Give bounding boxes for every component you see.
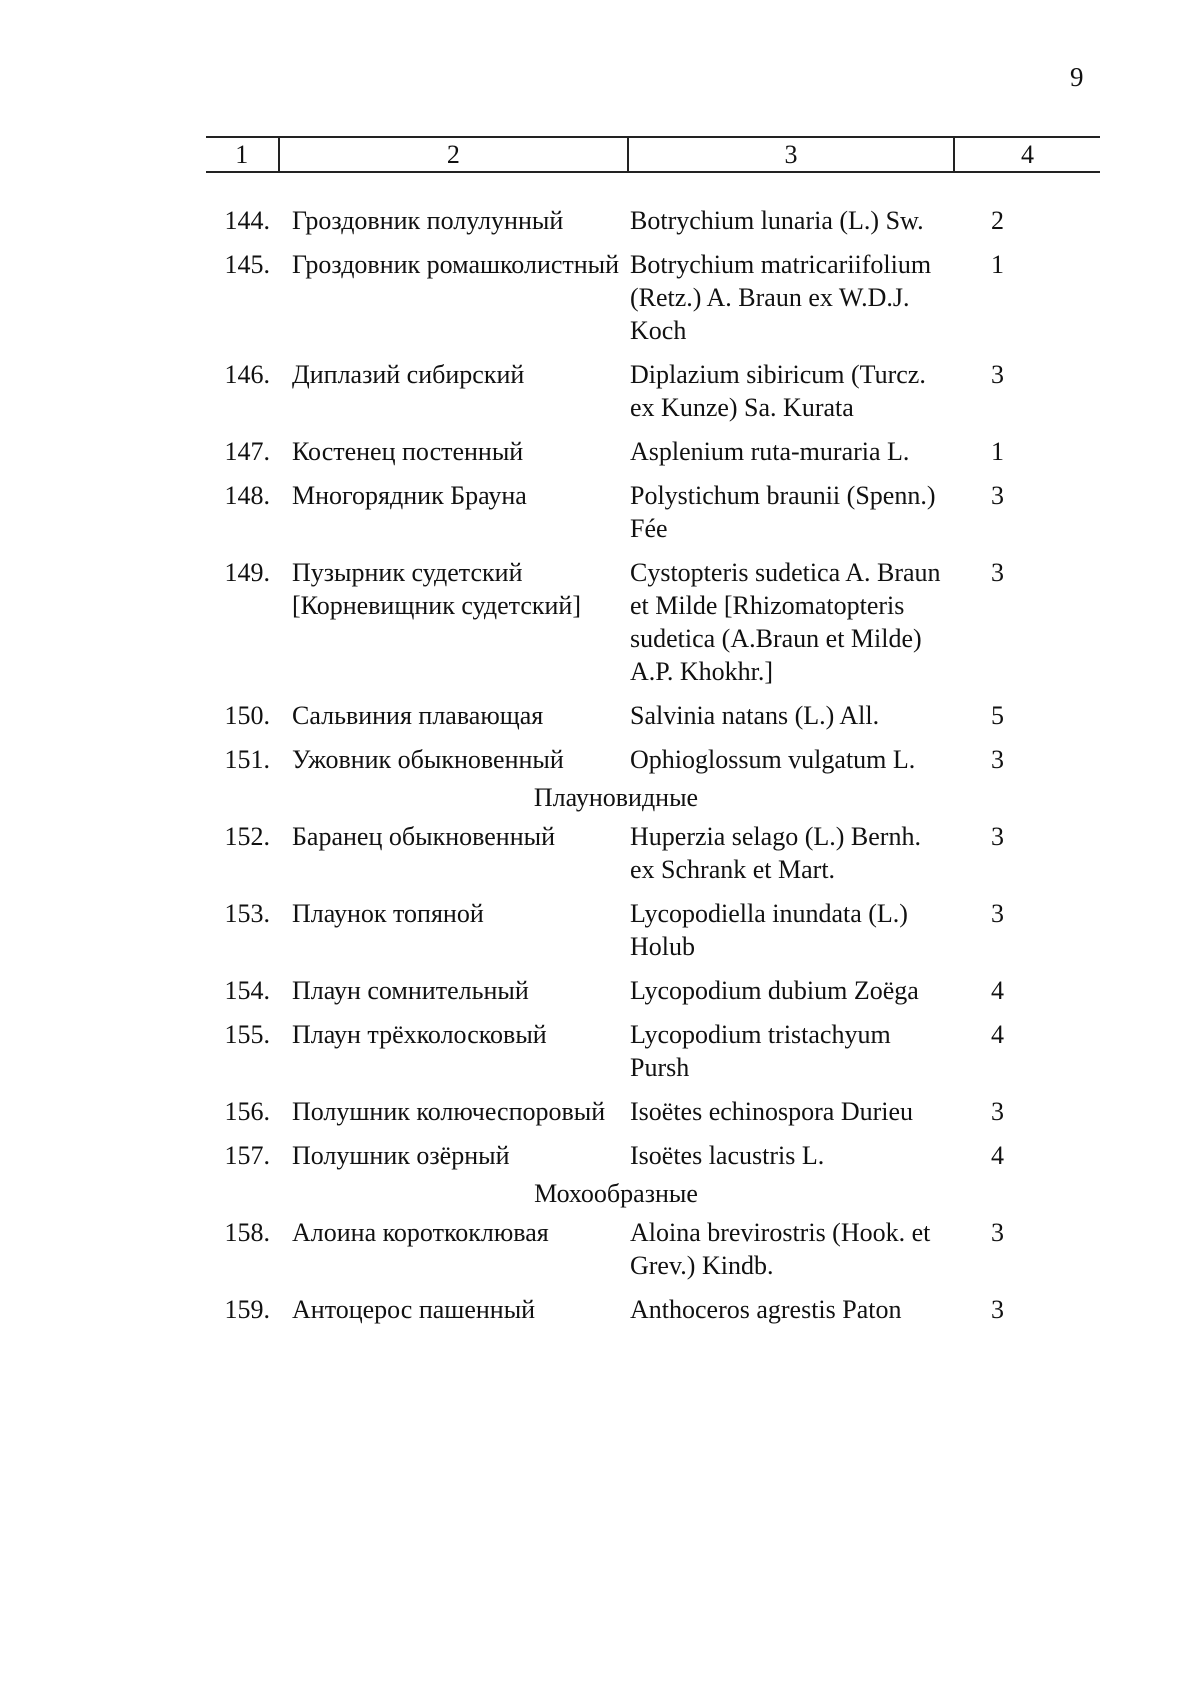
row-number: 145.: [224, 250, 270, 279]
latin-name: Lycopodium tristachyum Pursh: [630, 1020, 891, 1082]
species-row: [206, 248, 1100, 347]
category: 3: [991, 899, 1004, 928]
category: 3: [991, 1218, 1004, 1247]
russian-name: Алоина короткоклювая: [292, 1218, 549, 1247]
section-heading: Плауновидные: [533, 783, 699, 812]
row-number: 152.: [224, 822, 270, 851]
category: 4: [991, 1020, 1004, 1049]
species-row: [206, 974, 1100, 1007]
header-col-1: 1: [206, 137, 279, 172]
latin-name: Anthoceros agrestis Paton: [630, 1295, 902, 1324]
row-number: 155.: [224, 1020, 270, 1049]
row-number: 156.: [224, 1097, 270, 1126]
species-row: [206, 743, 1100, 776]
russian-name: Пузырник судетский [Корневищник судетский]: [292, 558, 581, 620]
russian-name: Полушник озёрный: [292, 1141, 510, 1170]
species-row: [206, 1216, 1100, 1282]
category: 3: [991, 481, 1004, 510]
category: 3: [991, 360, 1004, 389]
header-col-2: 2: [279, 137, 629, 172]
species-row: [206, 1095, 1100, 1128]
row-number: 149.: [224, 558, 270, 587]
russian-name: Костенец постенный: [292, 437, 524, 466]
column-header-table: [206, 136, 1100, 173]
russian-name: Плаун сомнительный: [292, 976, 529, 1005]
row-number: 151.: [224, 745, 270, 774]
row-number: 147.: [224, 437, 270, 466]
category: 3: [991, 1295, 1004, 1324]
russian-name: Многорядник Брауна: [292, 481, 527, 510]
latin-name: Cystopteris sudetica A. Braun et Milde [Rhizomatopteris sudetica (A.Braun et Milde) A.P. Khokhr.]: [630, 558, 941, 686]
row-number: 157.: [224, 1141, 270, 1170]
russian-name: Сальвиния плавающая: [292, 701, 544, 730]
latin-name: Polystichum braunii (Spenn.) Fée: [630, 481, 936, 543]
russian-name: Полушник колючеспоровый: [292, 1097, 606, 1126]
latin-name: Lycopodium dubium Zoëga: [630, 976, 919, 1005]
species-row: [206, 897, 1100, 963]
row-number: 158.: [224, 1218, 270, 1247]
category: 5: [991, 701, 1004, 730]
species-row: [206, 820, 1100, 886]
category: 3: [991, 745, 1004, 774]
species-row: [206, 1139, 1100, 1172]
latin-name: Botrychium lunaria (L.) Sw.: [630, 206, 924, 235]
latin-name: Salvinia natans (L.) All.: [630, 701, 880, 730]
russian-name: Плаун трёхколосковый: [292, 1020, 547, 1049]
latin-name: Lycopodiella inundata (L.) Holub: [630, 899, 908, 961]
species-row: [206, 1018, 1100, 1084]
latin-name: Ophioglossum vulgatum L.: [630, 745, 916, 774]
russian-name: Гроздовник полулунный: [292, 206, 564, 235]
latin-name: Isoëtes lacustris L.: [630, 1141, 825, 1170]
species-list: [206, 204, 1100, 1337]
category: 1: [991, 250, 1004, 279]
row-number: 159.: [224, 1295, 270, 1324]
category: 1: [991, 437, 1004, 466]
category: 2: [991, 206, 1004, 235]
species-row: [206, 479, 1100, 545]
category: 4: [991, 1141, 1004, 1170]
row-number: 153.: [224, 899, 270, 928]
category: 3: [991, 1097, 1004, 1126]
russian-name: Диплазий сибирский: [292, 360, 525, 389]
page-number: 9: [1070, 62, 1084, 92]
section-heading: Мохообразные: [534, 1179, 698, 1208]
row-number: 150.: [224, 701, 270, 730]
species-row: [206, 556, 1100, 688]
species-row: [206, 699, 1100, 732]
latin-name: Huperzia selago (L.) Bernh. ex Schrank et Mart.: [630, 822, 921, 884]
category: 3: [991, 558, 1004, 587]
header-col-4: 4: [954, 137, 1100, 172]
category: 3: [991, 822, 1004, 851]
latin-name: Diplazium sibiricum (Turcz. ex Kunze) Sa. Kurata: [630, 360, 926, 422]
latin-name: Isoëtes echinospora Durieu: [630, 1097, 914, 1126]
species-row: [206, 1293, 1100, 1326]
row-number: 146.: [224, 360, 270, 389]
header-col-3: 3: [628, 137, 954, 172]
latin-name: Aloina brevirostris (Hook. et Grev.) Kindb.: [630, 1218, 931, 1280]
russian-name: Ужовник обыкновенный: [292, 745, 564, 774]
row-number: 144.: [224, 206, 270, 235]
russian-name: Плаунок топяной: [292, 899, 484, 928]
row-number: 154.: [224, 976, 270, 1005]
species-row: [206, 435, 1100, 468]
russian-name: Баранец обыкновенный: [292, 822, 555, 851]
latin-name: Asplenium ruta-muraria L.: [630, 437, 910, 466]
russian-name: Гроздовник ромашколистный: [292, 250, 620, 279]
species-row: [206, 204, 1100, 237]
row-number: 148.: [224, 481, 270, 510]
species-row: [206, 358, 1100, 424]
latin-name: Botrychium matricariifolium (Retz.) A. Braun ex W.D.J. Koch: [630, 250, 932, 345]
russian-name: Антоцерос пашенный: [292, 1295, 536, 1324]
category: 4: [991, 976, 1004, 1005]
